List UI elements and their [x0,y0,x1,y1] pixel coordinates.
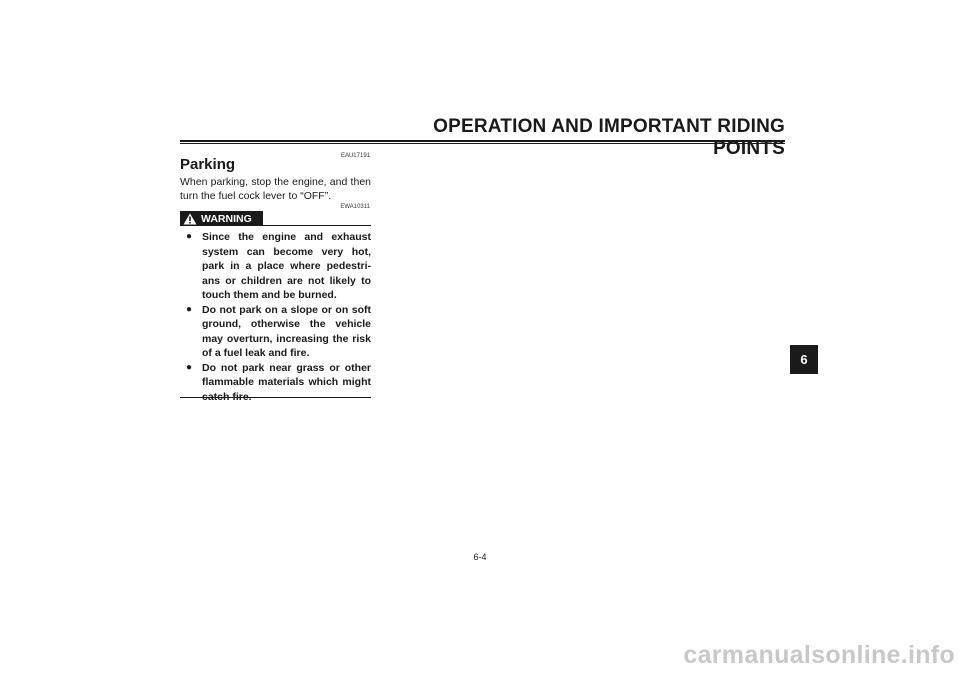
warning-bottom-divider [180,397,371,398]
page-number: 6-4 [473,552,487,562]
section-reference-code: EAU17191 [340,153,370,159]
warning-item-text: Since the engine and exhaust system can become very hot, park in a place where pedestri-ans or children are not likely to touch them and be burned. [202,231,371,301]
section-title: Parking [180,156,236,173]
page-header-title: OPERATION AND IMPORTANT RIDING POINTS [433,116,785,159]
warning-top-divider [263,225,371,226]
warning-badge [180,211,263,226]
bullet-icon: ● [186,361,193,373]
chapter-tab: 6 [790,345,818,374]
watermark: carmanualsonline.info [683,641,955,669]
bullet-icon: ● [186,303,193,315]
warning-reference-code: EWA10311 [340,204,370,210]
header-divider [180,140,785,144]
section-intro-text: When parking, stop the engine, and then turn the fuel cock lever to “OFF”. [180,176,371,202]
warning-list [186,230,371,404]
bullet-icon: ● [186,231,193,242]
warning-item [186,303,371,361]
warning-item-text: Do not park near grass or other flammable materials which might catch fire. [202,361,371,403]
warning-label: WARNING [201,212,252,225]
warning-item [186,230,371,303]
warning-triangle-icon [183,213,197,225]
warning-item-text: Do not park on a slope or on soft ground, otherwise the vehicle may overturn, increasing the risk of a fuel leak and fire. [202,303,371,359]
